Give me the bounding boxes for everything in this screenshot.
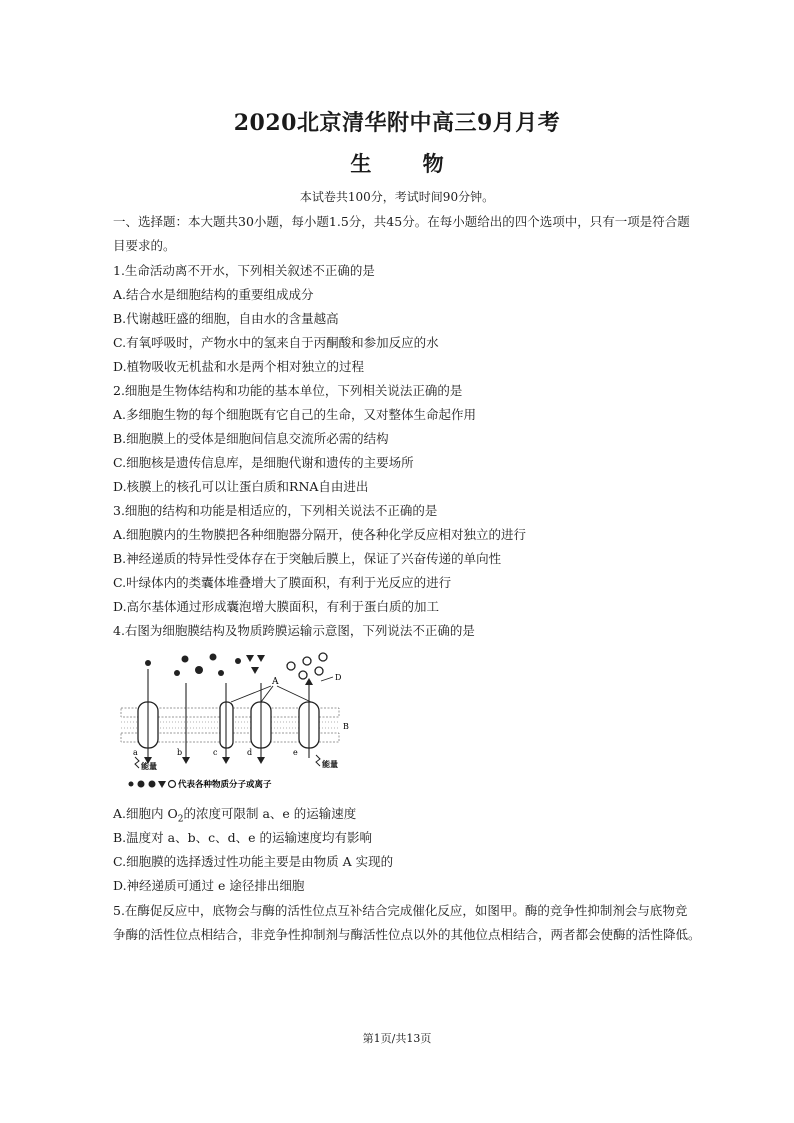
route-letter-d: d: [247, 748, 253, 757]
subject-char-2: 物: [422, 151, 444, 176]
energy-label-left: 能量: [141, 761, 157, 771]
small-dot-icon: [218, 670, 224, 676]
q1-option-a: A.结合水是细胞结构的重要组成成分: [113, 287, 314, 302]
transport-proteins: [138, 702, 319, 748]
label-a-pointers: [231, 686, 311, 702]
small-dot-icon: [235, 658, 241, 664]
triangle-molecule-icon: [257, 655, 265, 662]
q1-option-b: B.代谢越旺盛的细胞，自由水的含量越高: [113, 311, 339, 326]
q4-option-a: A.细胞内 $O_2$的浓度可限制 a、e 的运输速度: [113, 806, 357, 825]
energy-bolt-icon: [135, 757, 139, 768]
subject-heading: [0, 148, 794, 178]
q4-stem: 4.右图为细胞膜结构及物质跨膜运输示意图，下列说法不正确的是: [113, 623, 475, 638]
outside-molecules: [145, 654, 265, 677]
small-dot-icon: [210, 654, 217, 661]
small-dot-icon: [145, 660, 151, 666]
route-letter-e: e: [293, 748, 298, 757]
small-dot-icon: [195, 666, 203, 674]
exam-title: 2020北京清华附中高三9月月考: [233, 110, 561, 136]
page-footer: 第1页/共13页: [362, 1032, 432, 1045]
small-dot-icon: [182, 656, 189, 663]
q3-option-d: D.高尔基体通过形成囊泡增大膜面积，有利于蛋白质的加工: [113, 599, 440, 614]
exam-info: 本试卷共100分，考试时间90分钟。: [299, 190, 495, 204]
label-b-membrane: B: [343, 722, 349, 731]
q2-option-d: D.核膜上的核孔可以让蛋白质和RNA自由进出: [113, 479, 369, 494]
q1-option-c: C.有氧呼吸时，产物水中的氢来自于丙酮酸和参加反应的水: [113, 335, 439, 350]
q1-stem: 1.生命活动离不开水，下列相关叙述不正确的是: [113, 263, 375, 278]
figure-legend-text: 代表各种物质分子或离子: [178, 780, 272, 790]
q5-line1: 5.在酶促反应中，底物会与酶的活性位点互补结合完成催化反应，如图甲。酶的竞争性抑制剂会与底物竞: [113, 903, 688, 918]
q4-option-d: D.神经递质可通过 e 途径排出细胞: [113, 878, 305, 893]
q3-option-a: A.细胞膜内的生物膜把各种细胞器分隔开，使各种化学反应相对独立的进行: [113, 527, 527, 542]
open-circle-icon: [287, 662, 295, 670]
q3-stem: 3.细胞的结构和功能是相适应的，下列相关说法不正确的是: [113, 503, 438, 518]
label-a-upper: A: [272, 677, 279, 687]
q4-option-c: C.细胞膜的选择透过性功能主要是由物质 A 实现的: [113, 854, 394, 869]
small-dot-icon: [174, 670, 180, 676]
section-intro-line2: 目要求的。: [113, 238, 176, 253]
label-d-pointer: [321, 677, 333, 681]
q3-option-b: B.神经递质的特异性受体存在于突触后膜上，保证了兴奋传递的单向性: [113, 551, 502, 566]
q2-option-a: A.多细胞生物的每个细胞既有它自己的生命，又对整体生命起作用: [113, 407, 477, 422]
triangle-molecule-icon: [246, 655, 254, 662]
energy-label-right: 能量: [322, 759, 338, 769]
subject-char-1: 生: [350, 151, 372, 176]
q3-option-c: C.叶绿体内的类囊体堆叠增大了膜面积，有利于光反应的进行: [113, 575, 452, 590]
triangle-molecule-icon: [251, 667, 259, 674]
q1-option-d: D.植物吸收无机盐和水是两个相对独立的过程: [113, 359, 365, 374]
membrane-transport-figure: [113, 645, 353, 795]
route-letter-b: b: [177, 748, 183, 757]
outside-open-molecules: [287, 653, 327, 679]
open-circle-icon: [319, 653, 327, 661]
q2-stem: 2.细胞是生物体结构和功能的基本单位，下列相关说法正确的是: [113, 383, 463, 398]
energy-bolt-icon: [316, 755, 320, 766]
route-letter-a: a: [133, 748, 138, 757]
open-circle-icon: [315, 667, 323, 675]
q2-option-c: C.细胞核是遗传信息库，是细胞代谢和遗传的主要场所: [113, 455, 414, 470]
section-intro-line1: 一、选择题：本大题共30小题，每小题1.5分，共45分。在每小题给出的四个选项中，只有一项是符合题: [113, 214, 690, 229]
open-circle-icon: [299, 671, 307, 679]
q2-option-b: B.细胞膜上的受体是细胞间信息交流所必需的结构: [113, 431, 389, 446]
open-circle-icon: [303, 657, 311, 665]
label-d-upper: D: [335, 673, 342, 682]
figure-legend-symbols: [129, 781, 176, 789]
q5-line2: 争酶的活性位点相结合，非竞争性抑制剂与酶活性位点以外的其他位点相结合，两者都会使酶的活性降低。: [113, 927, 701, 942]
route-letter-c: c: [213, 748, 218, 757]
q4-option-b: B.温度对 a、b、c、d、e 的运输速度均有影响: [113, 830, 372, 845]
